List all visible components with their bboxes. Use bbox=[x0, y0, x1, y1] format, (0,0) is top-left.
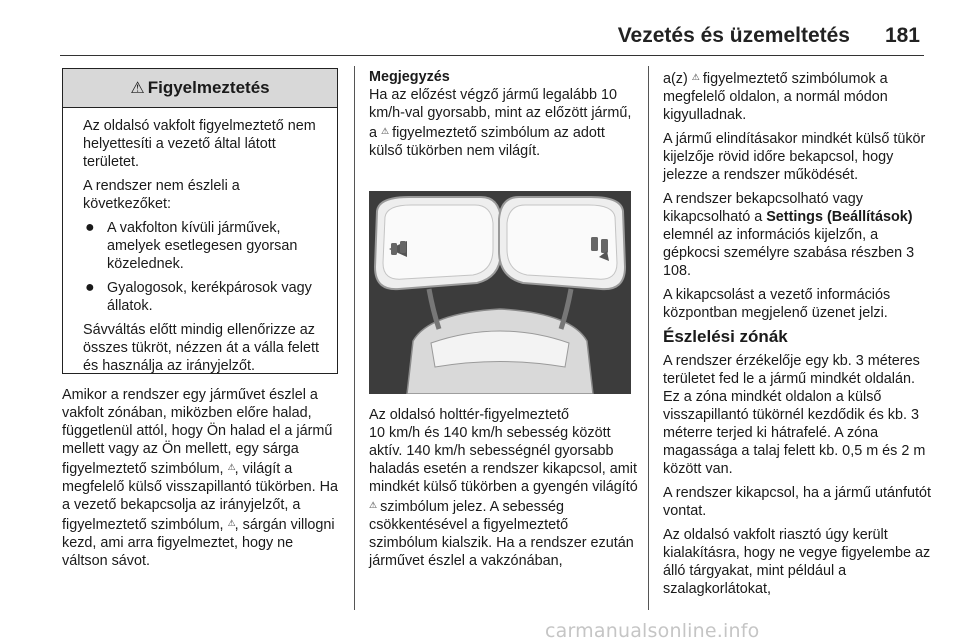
column-3-text bbox=[663, 68, 931, 604]
body-paragraph: A rendszer kikapcsol, ha a jármű utánfutót vontat. bbox=[663, 485, 931, 519]
page-number: 181 bbox=[884, 24, 920, 47]
section-heading: Észlelési zónák bbox=[663, 327, 788, 346]
text-run: szimbólum jelez. A sebesség csökkentésével a figyelmeztető szimbólum kialszik. Ha a rendszer ezután járművet észlel a vakzónában, bbox=[369, 499, 634, 569]
column-divider-2 bbox=[648, 66, 649, 610]
warning-paragraph: Az oldalsó vakfolt figyelmeztető nem helyettesíti a vezető által látott területet. bbox=[83, 118, 316, 170]
warning-paragraph: A rendszer nem észleli a következőket: bbox=[83, 178, 240, 212]
bullet-icon: ● bbox=[85, 219, 95, 236]
warning-list bbox=[83, 219, 323, 315]
column-1-text bbox=[62, 386, 340, 576]
text-run: , sárgán villogni kezd, ami arra figyelmeztet, hogy ne váltson sávot. bbox=[62, 517, 335, 569]
blind-spot-symbol-icon: ⚠ bbox=[381, 126, 389, 136]
warning-list-item bbox=[83, 219, 323, 273]
text-run: , világít a megfelelő külső visszapillantó tükörben. Ha a vezető bekapcsolja az irányjelzőt, a figyelmeztető szimbólum, bbox=[62, 461, 338, 533]
body-paragraph: A kikapcsolást a vezető információs központban megjelenő üzenet jelzi. bbox=[663, 287, 891, 321]
page-header bbox=[0, 0, 960, 56]
warning-body bbox=[63, 108, 337, 375]
column-2-text bbox=[369, 406, 639, 576]
text-run: Ha az előzést végző jármű legalább 10 km/h-val gyorsabb, mint az előzött jármű, a bbox=[369, 87, 632, 141]
text-run: A rendszer bekapcsolható vagy kikapcsolható a bbox=[663, 191, 863, 225]
blind-spot-symbol-icon: ⚠ bbox=[227, 462, 235, 472]
body-paragraph bbox=[369, 424, 639, 570]
page-reference-link[interactable]: 3 108. bbox=[663, 245, 915, 279]
blind-spot-symbol-icon: ⚠ bbox=[227, 518, 235, 528]
settings-menu-reference: Settings (Beállítások) bbox=[766, 209, 913, 225]
running-title: Vezetés és üzemeltetés bbox=[617, 24, 850, 47]
blind-spot-symbol-icon: ⚠ bbox=[369, 500, 377, 510]
warning-triangle-icon: ⚠ bbox=[130, 80, 145, 97]
text-run: figyelmeztető szimbólumok a megfelelő oldalon, a normál módon kigyulladnak. bbox=[663, 71, 888, 123]
body-paragraph: A jármű elindításakor mindkét külső tükör kijelzője rövid időre bekapcsol, hogy jelezze a rendszer működését. bbox=[663, 131, 926, 183]
warning-paragraph: Sávváltás előtt mindig ellenőrizze az összes tükröt, nézzen át a válla felett és használja az irányjelzőt. bbox=[83, 322, 319, 374]
text-run: 10 km/h és 140 km/h sebesség között aktív. 140 km/h sebességnél gyorsabb haladás esetén a rendszer kikapcsol, amit mindkét külső tükörben a gyengén világító bbox=[369, 425, 638, 495]
text-run: Amikor a rendszer egy járművet észlel a vakfolt zónában, miközben előre halad, függetlenül attól, hogy Ön halad el a jármű mellett vagy az Ön mellett, egy sárga figyelmeztető szimbólum, bbox=[62, 387, 333, 477]
mirror-illustration-svg bbox=[369, 191, 631, 394]
note-text bbox=[369, 86, 633, 160]
body-paragraph: A rendszer érzékelője egy kb. 3 méteres területet fed le a jármű mindkét oldalán. Ez a zóna mindkét oldalon a külső visszapillantó tükörnél kezdődik és kb. 3 méterre terjed ki hátrafelé. A zóna magassága a talaj felett kb. 0,5 m és 2 m között van. bbox=[663, 353, 926, 477]
text-run: elemnél az információs kijelzőn, a gépkocsi személyre szabása részben bbox=[663, 227, 907, 261]
header-rule bbox=[60, 55, 924, 56]
body-paragraph bbox=[62, 386, 340, 570]
body-paragraph: Az oldalsó vakfolt riasztó úgy került kialakításra, hogy ne vegye figyelembe az álló tárgyakat, mint például a szalagkorlátokat, bbox=[663, 527, 931, 597]
mirror-illustration bbox=[369, 191, 631, 394]
body-paragraph bbox=[663, 190, 931, 280]
body-line: Az oldalsó holttér-figyelmeztető bbox=[369, 407, 569, 423]
warning-header bbox=[63, 69, 337, 108]
warning-title: Figyelmeztetés bbox=[147, 78, 270, 97]
watermark: carmanualsonline.info bbox=[545, 620, 760, 642]
warning-list-item-text: Gyalogosok, kerékpárosok vagy állatok. bbox=[107, 280, 312, 314]
note-heading: Megjegyzés bbox=[369, 69, 450, 85]
warning-list-item bbox=[83, 279, 323, 315]
column-divider-1 bbox=[354, 66, 355, 610]
bullet-icon: ● bbox=[85, 279, 95, 296]
text-run: a(z) bbox=[663, 71, 692, 87]
warning-box bbox=[62, 68, 338, 374]
blind-spot-symbol-icon: ⚠ bbox=[691, 72, 699, 82]
body-paragraph bbox=[663, 68, 931, 124]
warning-list-item-text: A vakfolton kívüli járművek, amelyek esetlegesen gyorsan közelednek. bbox=[107, 220, 298, 272]
text-run: figyelmeztető szimbólum az adott külső tükörben nem világít. bbox=[369, 125, 605, 159]
note-block bbox=[369, 68, 633, 166]
